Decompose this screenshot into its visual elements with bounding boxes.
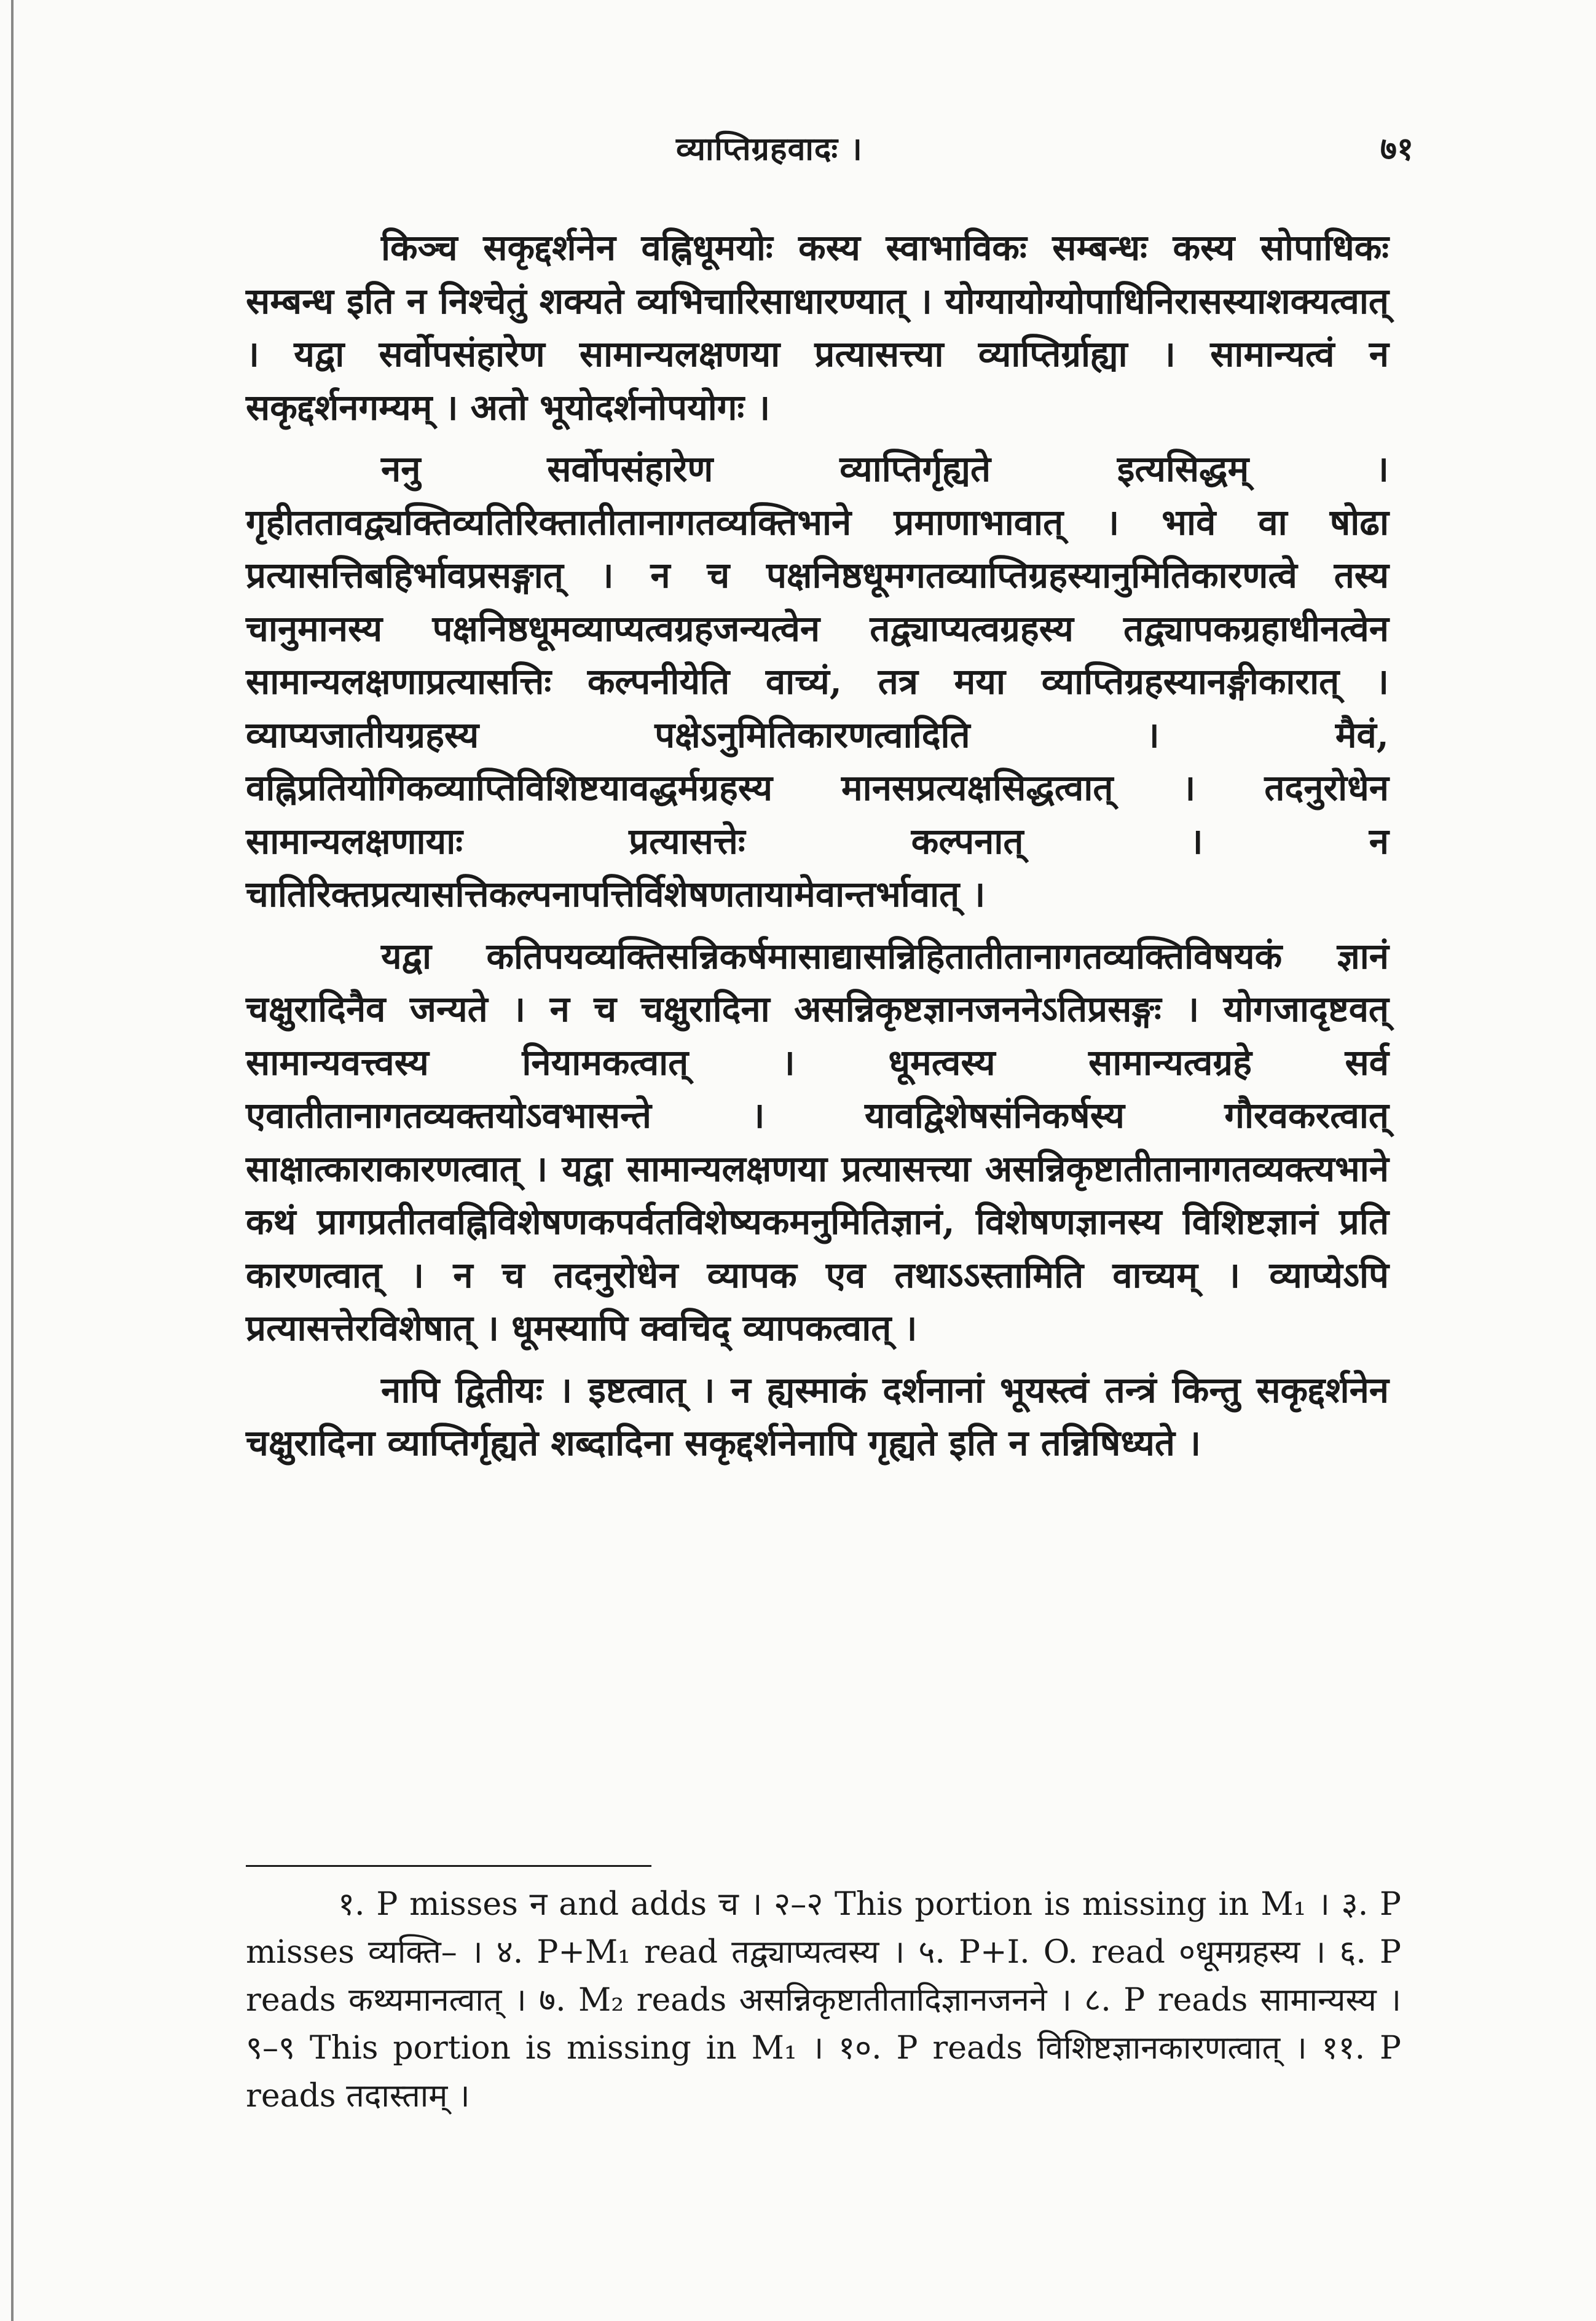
paragraph-4: नापि द्वितीयः । इष्टत्वात् । न ह्यस्माकं दर्शनानां भूयस्त्वं तन्त्रं किन्तु सकृद्दर्शनेन चक्षुरादिना व्याप्तिर्गृह्यते शब्दादिना सकृद्दर्शनेनापि गृह्यते इति न तन्निषिध्यते ।: [246, 1369, 1389, 1464]
paragraph-3: यद्वा कतिपयव्यक्तिसन्निकर्षमासाद्यासन्निहितातीतानागतव्यक्तिविषयकं ज्ञानं चक्षुरादिनैव जन्यते । न च चक्षुरादिना असन्निकृष्टज्ञानजननेऽतिप्रसङ्गः । योगजादृष्टवत् सामान्यवत्त्वस्य नियामकत्वात् । धूमत्वस्य सामान्यत्वग्रहे सर्व एवातीतानागतव्यक्तयोऽवभासन्ते । यावद्विशेषसंनिकर्षस्य गौरवकरत्वात् साक्षात्काराकारणत्वात् । यद्वा सामान्यलक्षणया प्रत्यासत्त्या असन्निकृष्टातीतानागतव्यक्त्यभाने कथं प्रागप्रतीतवह्निविशेषणकपर्वतविशेष्यकमनुमितिज्ञानं, विशेषणज्ञानस्य विशिष्टज्ञानं प्रति कारणत्वात् । न च तदनुरोधेन व्यापक एव तथाऽऽस्तामिति वाच्यम् । व्याप्येऽपि प्रत्यासत्तेरविशेषात् । धूमस्यापि क्वचिद् व्यापकत्वात् ।: [246, 935, 1389, 1349]
running-head: व्याप्तिग्रहवादः ।: [676, 130, 863, 168]
binding-edge: [11, 0, 14, 2321]
footnotes: १. P misses न and adds च । २–२ This portion is missing in M₁ । ३. P misses व्यक्ति– । ४. P+M₁ read तद्व्याप्यत्वस्य । ५. P+I. O. read ०धूमग्रहस्य । ६. P reads कथ्यमानत्वात् । ७. M₂ reads असन्निकृष्टातीतादिज्ञानजनने । ८. P reads सामान्यस्य । ९–९ This portion is missing in M₁ । १०. P reads विशिष्टज्ञानकारणत्वात् । ११. P reads तदास्ताम् ।: [246, 1886, 1401, 2115]
paragraph-2: ननु सर्वोपसंहारेण व्याप्तिर्गृह्यते इत्यसिद्धम् । गृहीततावद्व्यक्तिव्यतिरिक्तातीतानागतव्यक्तिभाने प्रमाणाभावात् । भावे वा षोढा प्रत्यासत्तिबहिर्भावप्रसङ्गात् । न च पक्षनिष्ठधूमगतव्याप्तिग्रहस्यानुमितिकारणत्वे तस्य चानुमानस्य पक्षनिष्ठधूमव्याप्यत्वग्रहजन्यत्वेन तद्व्याप्यत्वग्रहस्य तद्व्यापकग्रहाधीनत्वेन सामान्यलक्षणाप्रत्यासत्तिः कल्पनीयेति वाच्यं, तत्र मया व्याप्तिग्रहस्यानङ्गीकारात् । व्याप्यजातीयग्रहस्य पक्षेऽनुमितिकारणत्वादिति । मैवं, वह्निप्रतियोगिकव्याप्तिविशिष्टयावद्धर्मग्रहस्य मानसप्रत्यक्षसिद्धत्वात् । तदनुरोधेन सामान्यलक्षणायाः प्रत्यासत्तेः कल्पनात् । न चातिरिक्तप्रत्यासत्तिकल्पनापत्तिर्विशेषणतायामेवान्तर्भावात् ।: [246, 448, 1389, 915]
footnote-divider: [246, 1865, 651, 1867]
main-text: [246, 221, 1389, 1479]
page-number: ७१: [1380, 130, 1413, 168]
page-header: [246, 126, 1413, 175]
paragraph-1: किञ्च सकृद्दर्शनेन वह्निधूमयोः कस्य स्वाभाविकः सम्बन्धः कस्य सोपाधिकः सम्बन्ध इति न निश्चेतुं शक्यते व्यभिचारिसाधारण्यात् । योग्यायोग्योपाधिनिरासस्याशक्यत्वात् । यद्वा सर्वोपसंहारेण सामान्यलक्षणया प्रत्यासत्त्या व्याप्तिर्ग्राह्या । सामान्यत्वं न सकृद्दर्शनगम्यम् । अतो भूयोदर्शनोपयोगः ।: [246, 227, 1389, 428]
